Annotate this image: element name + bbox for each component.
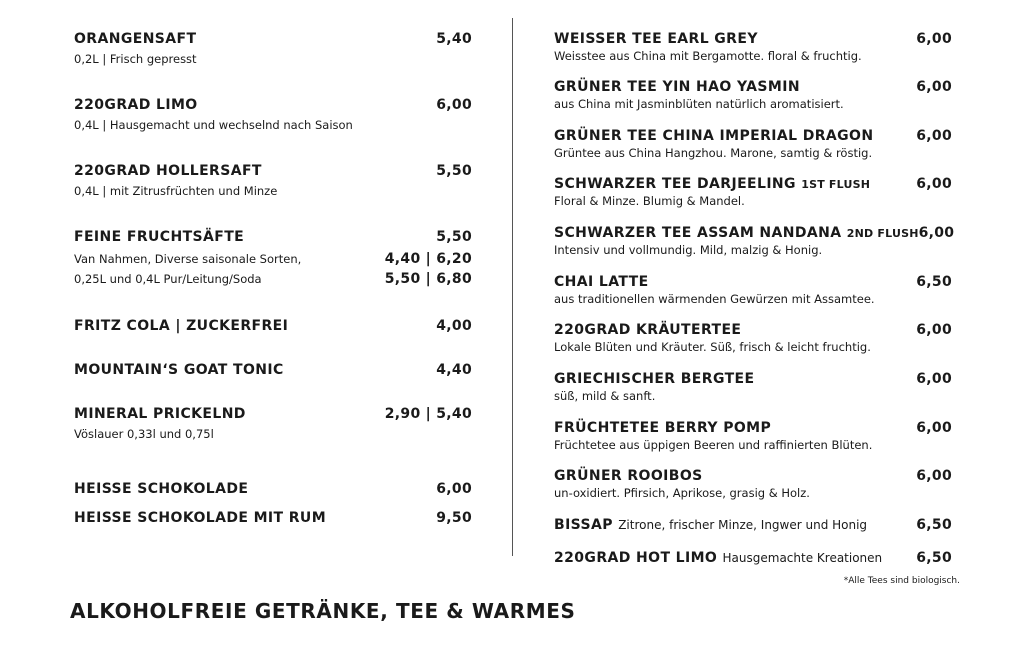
flush-suffix: 1ST FLUSH xyxy=(801,178,871,191)
item-name: GRÜNER TEE YIN HAO YASMIN xyxy=(554,79,800,95)
item-price: 6,00 xyxy=(916,176,952,192)
menu-item xyxy=(554,225,955,257)
menu-item xyxy=(554,79,952,111)
item-description: Vöslauer 0,33l und 0,75l xyxy=(74,427,214,441)
item-price: 5,40 xyxy=(436,31,472,47)
item-inline-description: Hausgemachte Kreationen xyxy=(722,551,883,565)
item-description: Intensiv und vollmundig. Mild, malzig & Honig. xyxy=(554,243,823,257)
item-name: WEISSER TEE EARL GREY xyxy=(554,31,758,47)
item-price: 6,00 xyxy=(436,97,472,113)
item-name xyxy=(554,225,919,241)
item-description: Grüntee aus China Hangzhou. Marone, samtig & röstig. xyxy=(554,146,873,160)
item-description: Früchtetee aus üppigen Beeren und raffinierten Blüten. xyxy=(554,438,873,452)
menu-item xyxy=(74,97,472,132)
item-price: 6,50 xyxy=(916,517,952,533)
menu-item xyxy=(74,481,472,497)
menu-item xyxy=(554,31,952,63)
item-name-text: 220GRAD HOT LIMO xyxy=(554,550,718,566)
item-name: GRIECHISCHER BERGTEE xyxy=(554,371,755,387)
item-price: 6,00 xyxy=(916,79,952,95)
item-name-text: SCHWARZER TEE ASSAM NANDANA xyxy=(554,225,842,241)
sub-line-price: 4,40 | 6,20 xyxy=(384,251,472,267)
footnote: *Alle Tees sind biologisch. xyxy=(843,576,960,586)
item-description: 0,4L | Hausgemacht und wechselnd nach Saison xyxy=(74,118,353,132)
menu-item xyxy=(554,550,952,566)
item-name-text: SCHWARZER TEE DARJEELING xyxy=(554,176,796,192)
item-name: FRITZ COLA | ZUCKERFREI xyxy=(74,318,289,334)
item-name: HEISSE SCHOKOLADE xyxy=(74,481,249,497)
item-sub-line xyxy=(74,251,472,267)
item-price: 6,00 xyxy=(918,225,955,241)
menu-item xyxy=(554,517,952,533)
item-name: FRÜCHTETEE BERRY POMP xyxy=(554,420,772,436)
section-title: ALKOHOLFREIE GETRÄNKE, TEE & WARMES xyxy=(70,599,576,623)
sub-line-text: 0,25L und 0,4L Pur/Leitung/Soda xyxy=(74,272,262,286)
item-name: HEISSE SCHOKOLADE MIT RUM xyxy=(74,510,327,526)
item-name: FEINE FRUCHTSÄFTE xyxy=(74,229,245,245)
item-name: MINERAL PRICKELND xyxy=(74,406,246,422)
flush-suffix: 2ND FLUSH xyxy=(846,227,919,240)
item-name: GRÜNER ROOIBOS xyxy=(554,468,703,484)
menu-item xyxy=(74,406,472,441)
menu-item xyxy=(554,322,952,354)
item-description: Weisstee aus China mit Bergamotte. floral & fruchtig. xyxy=(554,49,862,63)
menu-item xyxy=(554,128,952,160)
menu-item xyxy=(554,274,952,306)
item-name-text: BISSAP xyxy=(554,517,613,533)
menu-item xyxy=(74,229,472,287)
item-name: 220GRAD LIMO xyxy=(74,97,198,113)
menu-item xyxy=(554,420,952,452)
item-price: 6,00 xyxy=(916,322,952,338)
item-price: 4,00 xyxy=(436,318,472,334)
item-description: aus traditionellen wärmenden Gewürzen mit Assamtee. xyxy=(554,292,875,306)
item-price: 6,50 xyxy=(916,550,952,566)
item-description: Lokale Blüten und Kräuter. Süß, frisch & leicht fruchtig. xyxy=(554,340,871,354)
sub-line-price: 5,50 | 6,80 xyxy=(384,271,472,287)
item-description: süß, mild & sanft. xyxy=(554,389,656,403)
item-sub-line xyxy=(74,271,472,287)
menu-item xyxy=(74,510,472,526)
item-name xyxy=(554,517,867,533)
item-price: 6,00 xyxy=(916,31,952,47)
item-price: 6,00 xyxy=(916,371,952,387)
menu-item xyxy=(74,163,472,198)
item-price: 9,50 xyxy=(436,510,472,526)
menu-item xyxy=(554,371,952,403)
column-divider xyxy=(512,18,513,556)
item-name: ORANGENSAFT xyxy=(74,31,197,47)
item-price: 2,90 | 5,40 xyxy=(384,406,472,422)
item-inline-description: Zitrone, frischer Minze, Ingwer und Honig xyxy=(618,518,868,532)
menu-item xyxy=(554,468,952,500)
item-price: 6,00 xyxy=(916,128,952,144)
item-price: 5,50 xyxy=(436,163,472,179)
menu-item xyxy=(74,362,472,378)
item-name: 220GRAD KRÄUTERTEE xyxy=(554,322,742,338)
item-description: 0,4L | mit Zitrusfrüchten und Minze xyxy=(74,184,278,198)
item-price: 6,00 xyxy=(916,468,952,484)
item-price: 6,00 xyxy=(916,420,952,436)
item-price: 6,50 xyxy=(916,274,952,290)
item-name: CHAI LATTE xyxy=(554,274,649,290)
item-price: 6,00 xyxy=(436,481,472,497)
menu-item xyxy=(74,31,472,66)
sub-line-text: Van Nahmen, Diverse saisonale Sorten, xyxy=(74,252,302,266)
menu-item xyxy=(74,318,472,334)
menu-item xyxy=(554,176,952,208)
item-description: Floral & Minze. Blumig & Mandel. xyxy=(554,194,745,208)
item-name xyxy=(554,550,882,566)
item-name: MOUNTAIN‘S GOAT TONIC xyxy=(74,362,284,378)
item-description: aus China mit Jasminblüten natürlich aromatisiert. xyxy=(554,97,844,111)
item-price: 4,40 xyxy=(436,362,472,378)
item-description: 0,2L | Frisch gepresst xyxy=(74,52,197,66)
item-description: un-oxidiert. Pfirsich, Aprikose, grasig & Holz. xyxy=(554,486,810,500)
item-name: 220GRAD HOLLERSAFT xyxy=(74,163,262,179)
item-name: GRÜNER TEE CHINA IMPERIAL DRAGON xyxy=(554,128,874,144)
item-name xyxy=(554,176,870,192)
item-price: 5,50 xyxy=(436,229,472,245)
